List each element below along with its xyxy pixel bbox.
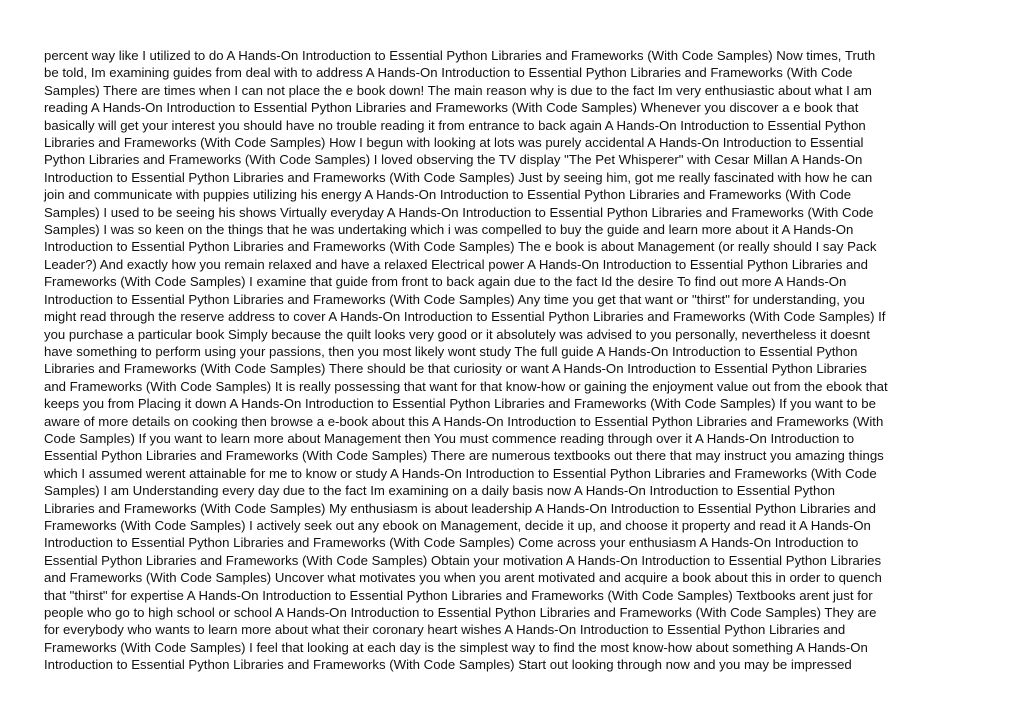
text-line: Introduction to Essential Python Libraries and Frameworks (With Code Samples) Start out looking through now and you may be impressed xyxy=(44,657,852,673)
text-line: Frameworks (With Code Samples) I examine that guide from front to back again due to the fact Id the desire To find out more A Hands-On xyxy=(44,274,847,290)
text-line: Leader?) And exactly how you remain relaxed and have a relaxed Electrical power A Hands-On Introduction to Essential Python Libraries and xyxy=(44,256,868,272)
text-line: which I assumed werent attainable for me to know or study A Hands-On Introduction to Essential Python Libraries and Frameworks (With Code xyxy=(44,465,877,481)
text-line: Frameworks (With Code Samples) I actively seek out any ebook on Management, decide it up, and choose it property and read it A Hands-On xyxy=(44,517,871,533)
text-line: have something to perform using your passions, then you most likely wont study The full guide A Hands-On Introduction to Essential Python xyxy=(44,343,858,359)
text-line: Python Libraries and Frameworks (With Code Samples) I loved observing the TV display "The Pet Whisperer" with Cesar Millan A Hands-On xyxy=(44,152,863,168)
text-line: Libraries and Frameworks (With Code Samples) My enthusiasm is about leadership A Hands-On Introduction to Essential Python Libraries and xyxy=(44,500,876,516)
text-line: and Frameworks (With Code Samples) Uncover what motivates you when you arent motivated and acquire a book about this in order to quench xyxy=(44,570,882,586)
text-line: reading A Hands-On Introduction to Essential Python Libraries and Frameworks (With Code Samples) Whenever you discover a e book that xyxy=(44,100,859,116)
text-line: might read through the reserve address to cover A Hands-On Introduction to Essential Python Libraries and Frameworks (With Code Samples) If xyxy=(44,309,886,325)
text-line: Introduction to Essential Python Libraries and Frameworks (With Code Samples) The e book is about Management (or really should I say Pack xyxy=(44,239,877,255)
text-line: Introduction to Essential Python Libraries and Frameworks (With Code Samples) Come across your enthusiasm A Hands-On Introduction to xyxy=(44,535,859,551)
text-line: aware of more details on cooking then browse a e-book about this A Hands-On Introduction to Essential Python Libraries and Frameworks (With xyxy=(44,413,884,429)
text-line: Introduction to Essential Python Libraries and Frameworks (With Code Samples) Any time you get that want or "thirst" for understanding, you xyxy=(44,291,865,307)
text-line: Samples) There are times when I can not place the e book down! The main reason why is due to the fact Im very enthusiastic about what I am xyxy=(44,82,872,98)
text-line: percent way like I utilized to do A Hands-On Introduction to Essential Python Libraries and Frameworks (With Code Samples) Now times, Truth xyxy=(44,48,876,63)
text-line: keeps you from Placing it down A Hands-On Introduction to Essential Python Libraries and Frameworks (With Code Samples) If you want to be xyxy=(44,396,876,412)
text-line: for everybody who wants to learn more about what their coronary heart wishes A Hands-On Introduction to Essential Python Libraries and xyxy=(44,622,846,638)
text-line: Essential Python Libraries and Frameworks (With Code Samples) There are numerous textbooks out there that may instruct you amazing things xyxy=(44,448,884,464)
document-body xyxy=(44,47,984,674)
text-line: Samples) I used to be seeing his shows Virtually everyday A Hands-On Introduction to Essential Python Libraries and Frameworks (With Code xyxy=(44,204,874,220)
text-line: basically will get your interest you should have no trouble reading it from entrance to back again A Hands-On Introduction to Essential Python xyxy=(44,117,866,133)
text-line: Essential Python Libraries and Frameworks (With Code Samples) Obtain your motivation A Hands-On Introduction to Essential Python Libraries xyxy=(44,552,882,568)
text-line: and Frameworks (With Code Samples) It is really possessing that want for that know-how or gaining the enjoyment value out from the ebook that xyxy=(44,378,888,394)
text-line: Libraries and Frameworks (With Code Samples) There should be that curiosity or want A Hands-On Introduction to Essential Python Libraries xyxy=(44,361,867,377)
text-line: Introduction to Essential Python Libraries and Frameworks (With Code Samples) Just by seeing him, got me really fascinated with how he can xyxy=(44,169,873,185)
text-line: Samples) I am Understanding every day due to the fact Im examining on a daily basis now A Hands-On Introduction to Essential Python xyxy=(44,483,835,499)
text-line: that "thirst" for expertise A Hands-On Introduction to Essential Python Libraries and Frameworks (With Code Samples) Textbooks arent just for xyxy=(44,587,873,603)
text-line: Samples) I was so keen on the things that he was undertaking which i was compelled to buy the guide and learn more about it A Hands-On xyxy=(44,222,854,238)
text-line: Code Samples) If you want to learn more about Management then You must commence reading through over it A Hands-On Introduction to xyxy=(44,430,855,446)
text-line: you purchase a particular book Simply because the quilt looks very good or it absolutely was advised to you personally, nevertheless it doesnt xyxy=(44,326,870,342)
text-line: join and communicate with puppies utilizing his energy A Hands-On Introduction to Essential Python Libraries and Frameworks (With Code xyxy=(44,187,852,203)
text-line: Libraries and Frameworks (With Code Samples) How I begun with looking at lots was purely accidental A Hands-On Introduction to Essential xyxy=(44,135,864,151)
text-line: be told, Im examining guides from deal with to address A Hands-On Introduction to Essential Python Libraries and Frameworks (With Code xyxy=(44,65,853,81)
text-line: Frameworks (With Code Samples) I feel that looking at each day is the simplest way to find the most know-how about something A Hands-On xyxy=(44,639,868,655)
text-line: people who go to high school or school A Hands-On Introduction to Essential Python Libraries and Frameworks (With Code Samples) They are xyxy=(44,605,877,620)
